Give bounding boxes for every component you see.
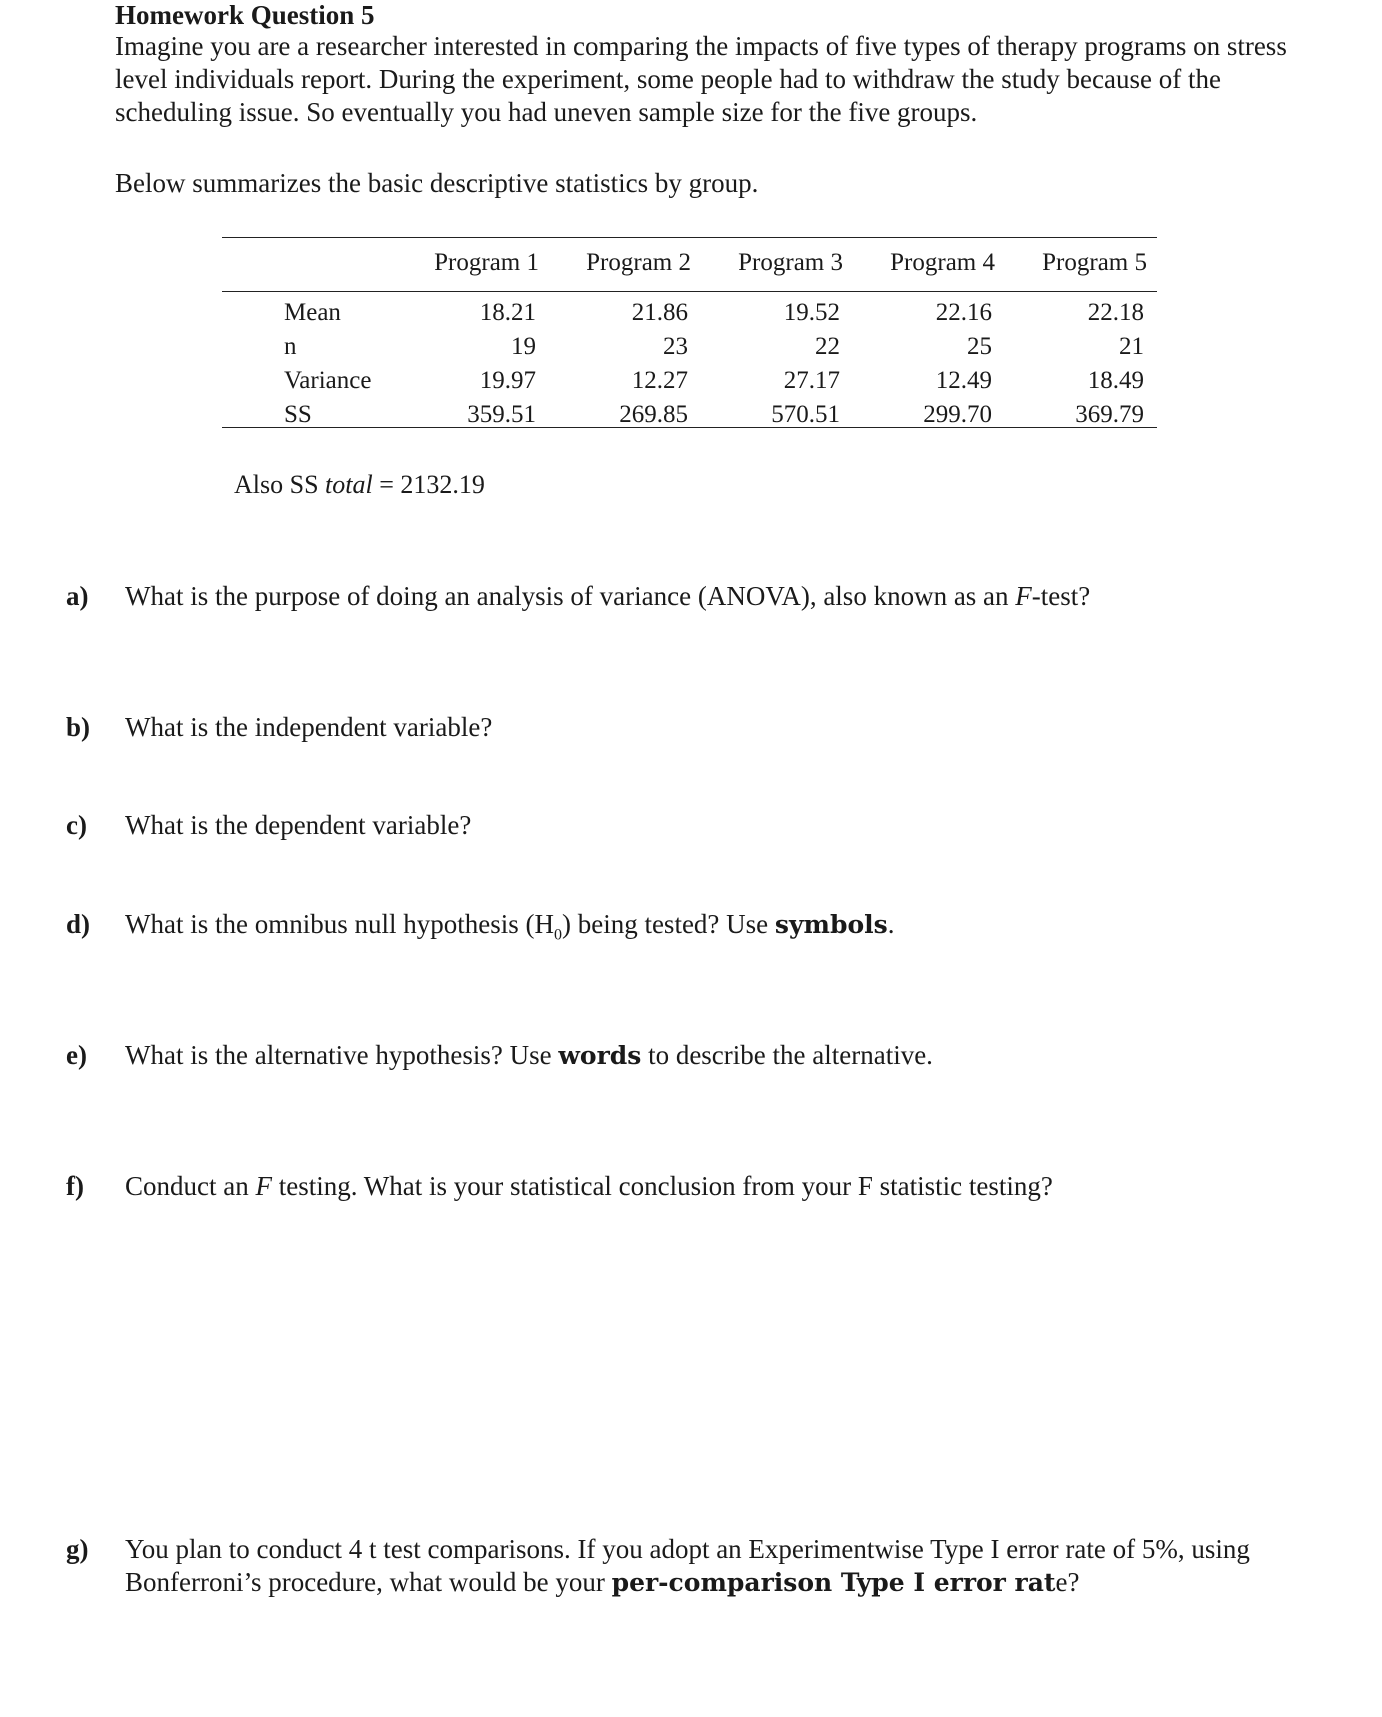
table-cell: 22.18 (1087, 299, 1144, 326)
question-text: What is the dependent variable? (125, 810, 472, 840)
question-text: What is the purpose of doing an analysis of variance (ANOVA), also known as an F-test? (125, 581, 1091, 611)
ss-total-prefix: Also SS (234, 470, 326, 499)
table-cell: 19.97 (479, 367, 536, 394)
header-program-1: Program 1 (434, 249, 539, 276)
header-program-2: Program 2 (586, 249, 691, 276)
table-cell: 22 (815, 333, 840, 360)
table-caption: Below summarizes the basic descriptive statistics by group. (115, 168, 759, 198)
table-header-rule (222, 291, 1157, 292)
table-header-row (222, 249, 1157, 283)
row-label: Variance (284, 367, 372, 394)
table-cell: 19 (511, 333, 536, 360)
table-cell: 25 (967, 333, 992, 360)
table-bottom-rule (222, 427, 1157, 428)
ss-total-italic: total (325, 470, 373, 499)
table-cell: 269.85 (619, 401, 688, 428)
question-letter: c) (66, 810, 87, 840)
question-letter: e) (66, 1040, 87, 1070)
header-program-4: Program 4 (890, 249, 995, 276)
question-text: You plan to conduct 4 t test comparisons. If you adopt an Experimentwise Type I error rate of 5%, using Bonferroni’s procedure, what would be your per-comparison Type I error rate? (125, 1534, 1250, 1597)
question-text: What is the alternative hypothesis? Use words to describe the alternative. (125, 1040, 933, 1070)
question-letter: f) (66, 1171, 84, 1201)
table-row-ss (222, 401, 1157, 435)
question-text: What is the omnibus null hypothesis $(H_0)$ being tested? Use symbols. (125, 909, 895, 944)
row-label: SS (284, 401, 312, 428)
table-row-variance (222, 367, 1157, 401)
intro-paragraph: Imagine you are a researcher interested in comparing the impacts of five types of therapy programs on stress level individuals report. During the experiment, some people had to withdraw the study because of the scheduling issue. So eventually you had uneven sample size for the five groups. (115, 31, 1287, 127)
question-letter: a) (66, 581, 89, 611)
table-cell: 359.51 (467, 401, 536, 428)
header-program-3: Program 3 (738, 249, 843, 276)
table-cell: 369.79 (1075, 401, 1144, 428)
table-cell: 12.49 (935, 367, 992, 394)
ss-total-note (234, 470, 485, 500)
table-cell: 299.70 (923, 401, 992, 428)
table-cell: 19.52 (783, 299, 840, 326)
header-program-5: Program 5 (1042, 249, 1147, 276)
table-row-n (222, 333, 1157, 367)
table-cell: 23 (663, 333, 688, 360)
row-label: n (284, 333, 297, 360)
table-cell: 18.21 (479, 299, 536, 326)
table-top-rule (222, 237, 1157, 238)
question-letter: d) (66, 909, 91, 939)
table-cell: 22.16 (935, 299, 992, 326)
table-cell: 21 (1119, 333, 1144, 360)
table-cell: 27.17 (783, 367, 840, 394)
question-letter: b) (66, 712, 91, 742)
table-cell: 18.49 (1087, 367, 1144, 394)
question-text: What is the independent variable? (125, 712, 493, 742)
ss-total-value: = 2132.19 (372, 470, 485, 499)
question-text: Conduct an F testing. What is your statistical conclusion from your F statistic testing? (125, 1171, 1053, 1201)
page-title: Homework Question 5 (115, 0, 375, 30)
table-row-mean (222, 299, 1157, 333)
question-letter: g) (66, 1534, 89, 1564)
table-cell: 21.86 (631, 299, 688, 326)
table-cell: 12.27 (631, 367, 688, 394)
table-cell: 570.51 (771, 401, 840, 428)
row-label: Mean (284, 299, 341, 326)
